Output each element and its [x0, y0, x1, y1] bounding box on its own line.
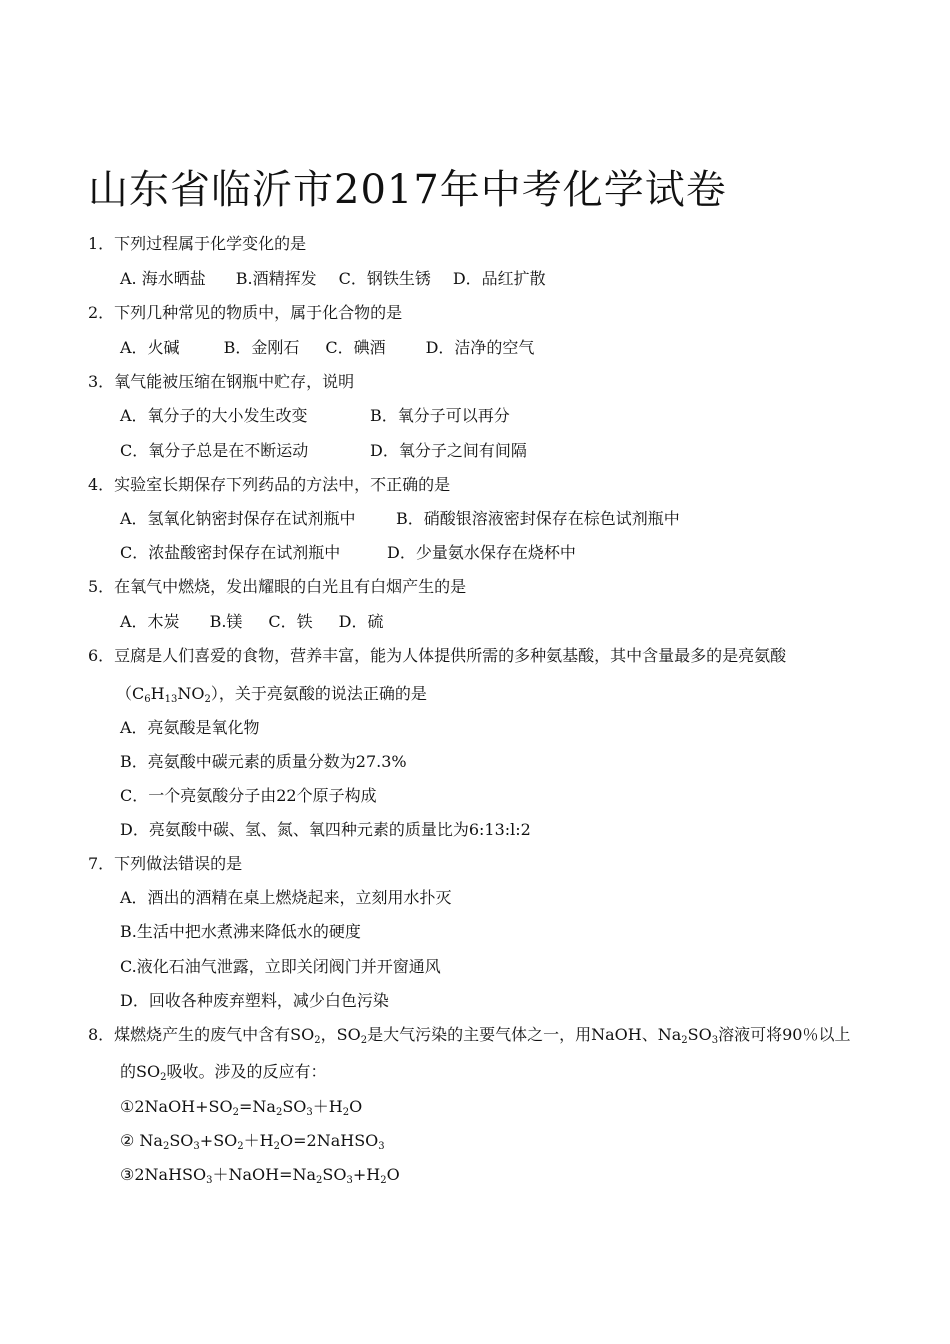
option-a: A．木炭	[120, 612, 180, 631]
question-6-option-c: C．一个亮氨酸分子由22个原子构成	[120, 786, 377, 805]
reaction-1: $①2NaOH+SO_2=Na_2SO_3+H_2O$	[120, 1097, 363, 1118]
question-6-option-d: D．亮氨酸中碳、氢、氮、氧四种元素的质量比为6:13:l:2	[120, 820, 531, 839]
option-c: C．碘酒	[325, 338, 386, 357]
question-5-stem: 5．在氧气中燃烧，发出耀眼的白光且有白烟产生的是	[88, 577, 467, 596]
question-7-option-b: B.生活中把水煮沸来降低水的硬度	[120, 922, 361, 941]
question-3-option-d: D．氧分子之间有间隔	[370, 441, 527, 460]
question-7-stem: 7．下列做法错误的是	[88, 854, 243, 873]
question-5-options	[120, 611, 384, 633]
question-6-option-a: A．亮氨酸是氧化物	[120, 718, 260, 737]
question-3-option-b: B．氧分子可以再分	[370, 406, 510, 425]
question-1-stem: 1．下列过程属于化学变化的是	[88, 234, 307, 253]
question-4-option-c: C．浓盐酸密封保存在试剂瓶中	[120, 543, 341, 562]
reaction-2: ② $Na_2SO_3+SO_2+H_2O=2NaHSO_3$	[120, 1131, 385, 1152]
option-b: B．金刚石	[223, 338, 300, 357]
question-6-option-b: B．亮氨酸中碳元素的质量分数为27.3%	[120, 752, 407, 771]
question-3-option-c: C．氧分子总是在不断运动	[120, 441, 309, 460]
reaction-3: $③2NaHSO_3+NaOH=Na_2SO_3+H_2O$	[120, 1165, 400, 1186]
option-b: B.酒精挥发	[235, 269, 317, 288]
question-7-option-d: D．回收各种废弃塑料，减少白色污染	[120, 991, 389, 1010]
question-7-option-c: C.液化石油气泄露，立即关闭阀门并开窗通风	[120, 957, 441, 976]
question-6-stem-formula: $(C_6H_{13}NO_2)$，关于亮氨酸的说法正确的是	[116, 684, 427, 705]
question-8-stem-line-2: 的$SO_2$吸收。涉及的反应有：	[120, 1062, 327, 1083]
question-4-option-b: B．硝酸银溶液密封保存在棕色试剂瓶中	[396, 509, 680, 528]
option-d: D．洁净的空气	[425, 338, 535, 357]
option-d: D．硫	[338, 612, 384, 631]
option-d: D．品红扩散	[452, 269, 546, 288]
option-c: C．铁	[268, 612, 313, 631]
option-b: B.镁	[209, 612, 243, 631]
question-1-options	[120, 268, 546, 290]
question-4-option-d: D．少量氨水保存在烧杯中	[387, 543, 576, 562]
question-4-stem: 4．实验室长期保存下列药品的方法中，不正确的是	[88, 475, 451, 494]
question-8-stem: 8．煤燃烧产生的废气中含有$SO_2$，$SO_2$是大气污染的主要气体之一，用NaOH、$Na_2SO_3$溶液可将90％以上	[88, 1025, 851, 1046]
option-a: A. 海水晒盐	[120, 269, 206, 288]
question-7-option-a: A．酒出的酒精在桌上燃烧起来，立刻用水扑灭	[120, 888, 452, 907]
question-3-option-a: A．氧分子的大小发生改变	[120, 406, 308, 425]
option-c: C．钢铁生锈	[338, 269, 431, 288]
option-a: A．火碱	[120, 338, 180, 357]
question-3-stem: 3．氧气能被压缩在钢瓶中贮存，说明	[88, 372, 355, 391]
question-2-options	[120, 337, 534, 359]
page-title: 山东省临沂市2017年中考化学试卷	[88, 167, 727, 213]
question-6-stem: 6．豆腐是人们喜爱的食物，营养丰富，能为人体提供所需的多种氨基酸，其中含量最多的是亮氨酸	[88, 646, 787, 665]
question-2-stem: 2．下列几种常见的物质中，属于化合物的是	[88, 303, 403, 322]
question-4-option-a: A．氢氧化钠密封保存在试剂瓶中	[120, 509, 356, 528]
